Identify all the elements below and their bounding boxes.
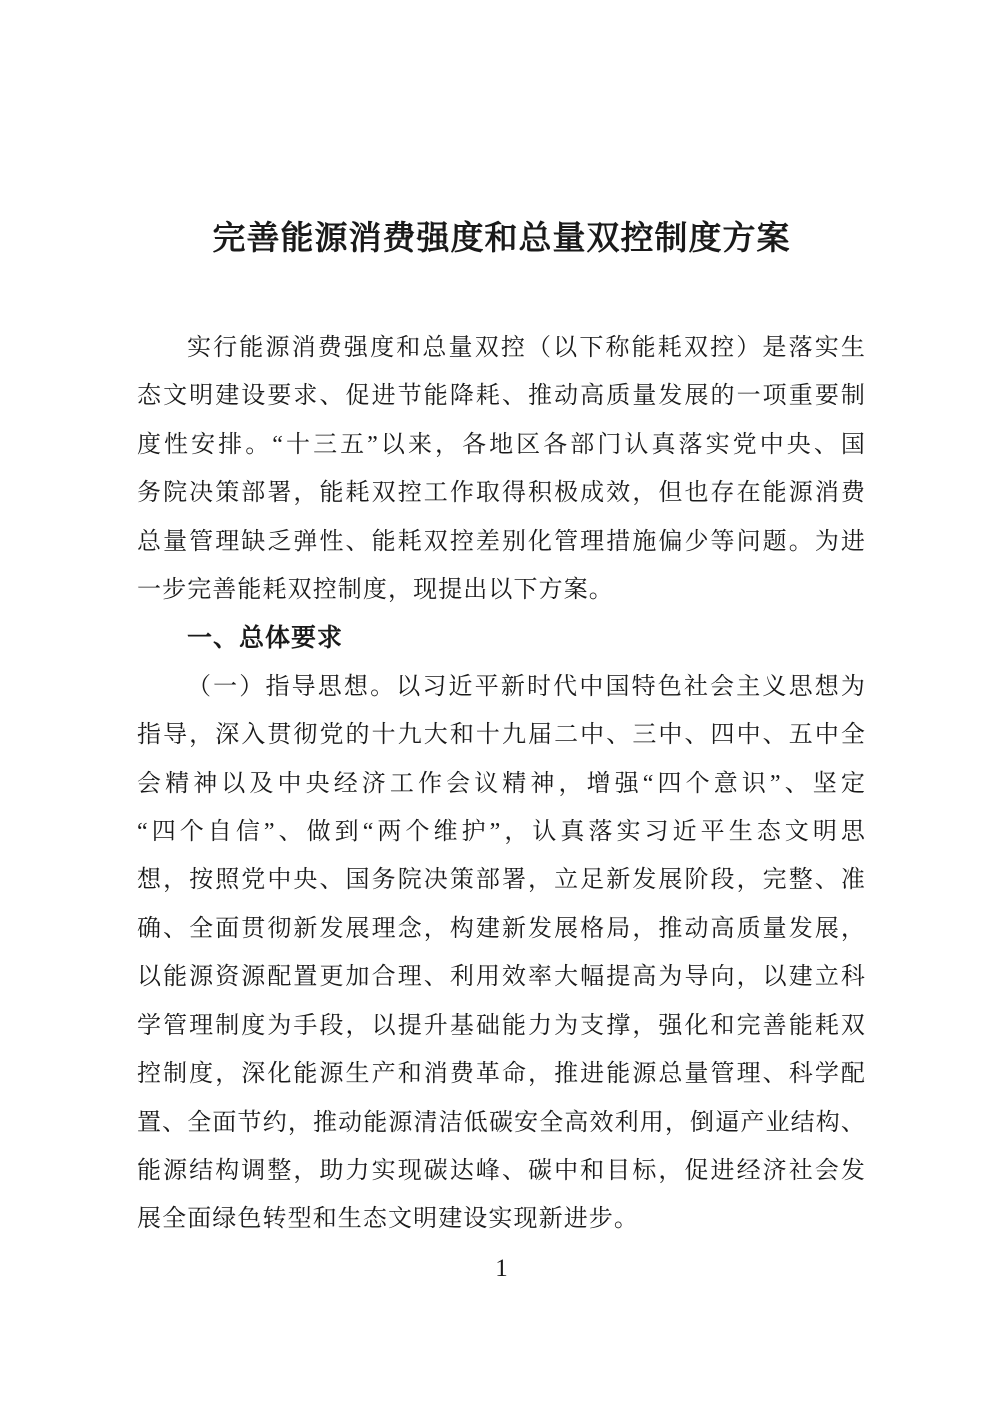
guiding-ideology-paragraph	[137, 663, 866, 1244]
section-1-heading: 一、总体要求	[187, 624, 344, 653]
text-line: 展全面绿色转型和生态文明建设实现新进步。	[137, 1206, 639, 1233]
text-line: 能源结构调整，助力实现碳达峰、碳中和目标，促进经济社会发	[137, 1157, 866, 1184]
page-number: 1	[495, 1255, 508, 1282]
document-title: 完善能源消费强度和总量双控制度方案	[212, 218, 791, 257]
text-line: 想，按照党中央、国务院决策部署，立足新发展阶段，完整、准	[137, 867, 866, 894]
intro-paragraph	[137, 324, 866, 614]
text-line: （一）指导思想。以习近平新时代中国特色社会主义思想为	[187, 673, 866, 700]
text-line: 度性安排。“十三五”以来，各地区各部门认真落实党中央、国	[137, 431, 866, 458]
text-line: 以能源资源配置更加合理、利用效率大幅提高为导向，以建立科	[137, 964, 866, 991]
text-line: “四个自信”、做到“两个维护”，认真落实习近平生态文明思	[137, 819, 866, 846]
text-line: 实行能源消费强度和总量双控（以下称能耗双控）是落实生	[187, 335, 866, 361]
text-line: 会精神以及中央经济工作会议精神，增强“四个意识”、坚定	[137, 770, 866, 797]
text-line: 置、全面节约，推动能源清洁低碳安全高效利用，倒逼产业结构、	[137, 1109, 866, 1136]
text-line: 务院决策部署，能耗双控工作取得积极成效，但也存在能源消费	[137, 480, 866, 507]
text-line: 指导，深入贯彻党的十九大和十九届二中、三中、四中、五中全	[137, 722, 866, 749]
text-line: 态文明建设要求、促进节能降耗、推动高质量发展的一项重要制	[137, 383, 866, 410]
text-line: 控制度，深化能源生产和消费革命，推进能源总量管理、科学配	[137, 1061, 866, 1088]
text-line: 确、全面贯彻新发展理念，构建新发展格局，推动高质量发展，	[137, 915, 866, 942]
text-line: 学管理制度为手段，以提升基础能力为支撑，强化和完善能耗双	[137, 1012, 866, 1039]
text-line: 总量管理缺乏弹性、能耗双控差别化管理措施偏少等问题。为进	[137, 528, 866, 555]
document-body	[137, 324, 866, 1244]
text-line: 一步完善能耗双控制度，现提出以下方案。	[137, 577, 614, 604]
